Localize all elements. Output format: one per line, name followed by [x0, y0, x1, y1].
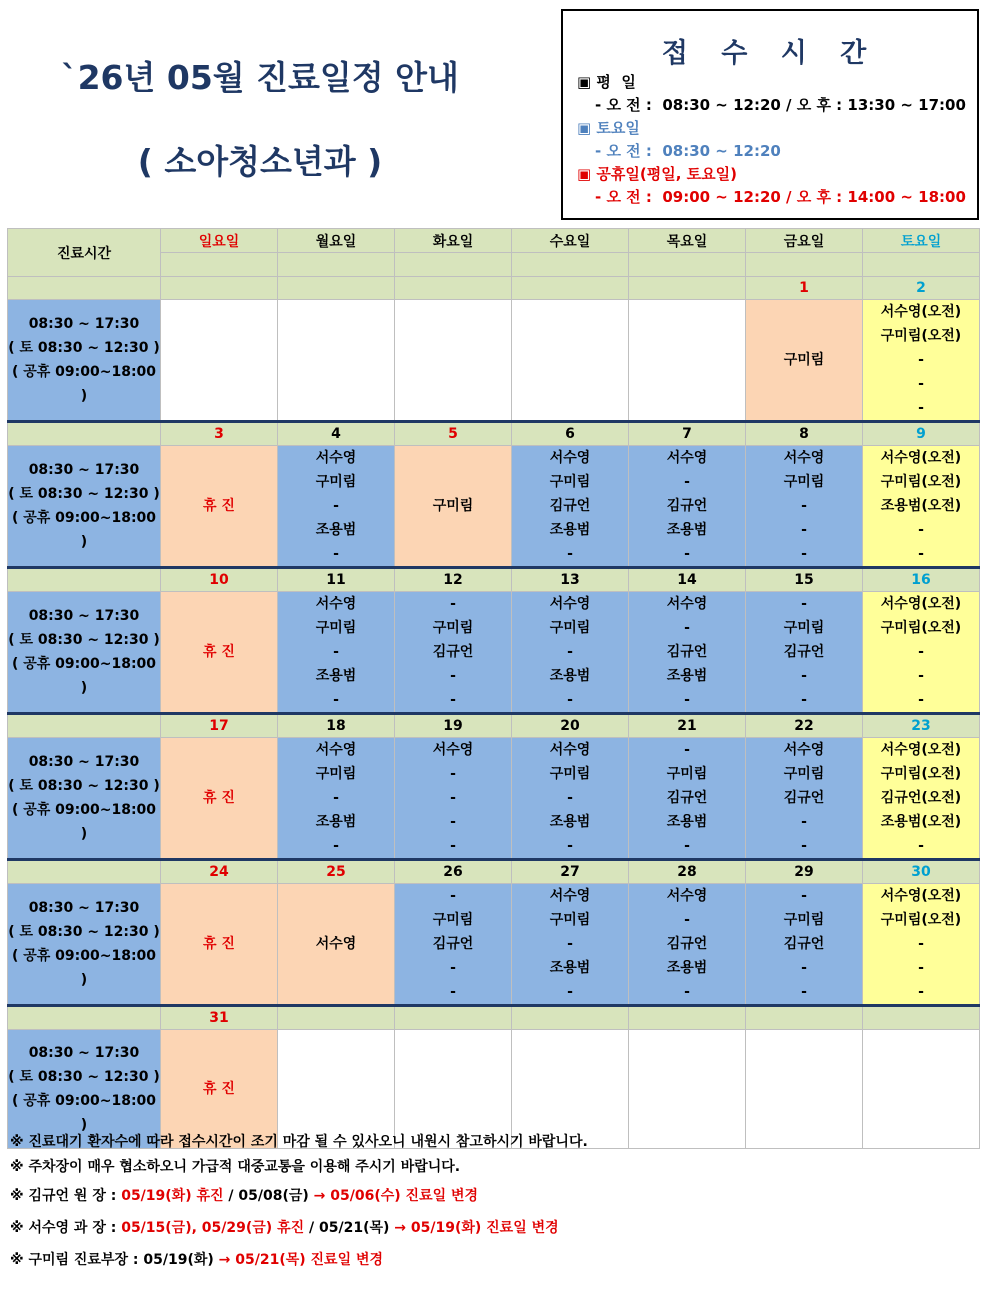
holiday-label: ▣ 공휴일(평일, 토요일): [577, 165, 737, 183]
doctor-cell: [395, 446, 512, 568]
doctor-name: 조용범: [549, 814, 591, 830]
doctor-name: 구미림: [783, 352, 825, 368]
doctor-name: -: [684, 546, 690, 562]
doctor-name: -: [450, 790, 456, 806]
note-segment: ※ 진료대기 환자수에 따라 접수시간이 조기 마감 될 수 있사오니 내원시 참고하시기 바랍니다.: [10, 1134, 588, 1150]
doctor-cell: [863, 884, 980, 1006]
doctor-cell: [863, 738, 980, 860]
doctor-cell: [512, 738, 629, 860]
doctor-name: 서수영: [549, 888, 591, 904]
hours-line: 08:30 ~ 17:30: [28, 316, 140, 332]
doctor-name: 조용범: [315, 814, 357, 830]
doctor-name: -: [567, 790, 573, 806]
doctor-name: 조용범: [549, 960, 591, 976]
doctor-cell: [512, 592, 629, 714]
doctor-name: 서수영: [315, 936, 357, 952]
doctor-name: 김규언: [549, 498, 591, 514]
blank-cell: [161, 253, 278, 277]
doctor-name: 구미림: [666, 766, 708, 782]
date-cell: 22: [746, 714, 863, 738]
doctor-cell: [278, 300, 395, 422]
doctor-name: 김규언: [432, 936, 474, 952]
doctor-name: 구미림: [783, 912, 825, 928]
doctor-name: 서수영: [666, 888, 708, 904]
note-segment: / 05/21(목): [309, 1220, 395, 1236]
doctor-name: -: [567, 692, 573, 708]
doctor-cell: [278, 884, 395, 1006]
doctor-name: -: [801, 838, 807, 854]
doctor-name: -: [801, 498, 807, 514]
doctor-cell: [512, 300, 629, 422]
holiday-hours: - 오 전 : 09:00 ~ 12:20 / 오 후 : 14:00 ~ 18:00: [595, 188, 966, 206]
corner-label: 진료시간: [8, 229, 161, 277]
week-date-row: [8, 1006, 980, 1030]
day-header day-5: 금요일: [746, 229, 863, 253]
department-title: ( 소아청소년과 ): [137, 142, 383, 181]
hours-line: ( 공휴 09:00~18:00 ): [11, 510, 157, 550]
doctor-cell: [746, 446, 863, 568]
hours-cell: [8, 592, 161, 714]
page-title: `26년 05월 진료일정 안내: [61, 58, 459, 97]
closed-label: 휴 진: [203, 498, 235, 514]
week-body-row: [8, 300, 980, 422]
doctor-name: -: [333, 838, 339, 854]
hours-line: ( 공휴 09:00~18:00 ): [11, 802, 157, 842]
doctor-name: -: [567, 546, 573, 562]
date-spacer: [8, 422, 161, 446]
doctor-name: -: [918, 668, 924, 684]
doctor-name: -: [684, 984, 690, 1000]
date-cell: 13: [512, 568, 629, 592]
doctor-name: -: [684, 912, 690, 928]
hours-line: ( 공휴 09:00~18:00 ): [11, 656, 157, 696]
date-cell: 9: [863, 422, 980, 446]
doctor-name: 서수영: [549, 742, 591, 758]
week-date-row: [8, 714, 980, 738]
doctor-name: 조용범: [666, 960, 708, 976]
date-cell: 28: [629, 860, 746, 884]
doctor-name: -: [801, 692, 807, 708]
doctor-name: 조용범: [549, 668, 591, 684]
doctor-name: -: [918, 546, 924, 562]
doctor-name: 김규언: [666, 790, 708, 806]
closed-label: 휴 진: [203, 790, 235, 806]
doctor-cell: [161, 300, 278, 422]
doctor-name: 조용범(오전): [880, 814, 962, 830]
doctor-name: -: [918, 376, 924, 392]
doctor-name: 조용범: [666, 814, 708, 830]
doctor-name: -: [918, 644, 924, 660]
doctor-cell: [629, 592, 746, 714]
doctor-name: -: [918, 692, 924, 708]
date-cell: [278, 277, 395, 300]
doctor-cell: [629, 1030, 746, 1149]
weekday-hours: - 오 전 : 08:30 ~ 12:20 / 오 후 : 13:30 ~ 17:00: [595, 96, 966, 114]
date-cell: 15: [746, 568, 863, 592]
doctor-name: 구미림: [549, 912, 591, 928]
date-cell: 29: [746, 860, 863, 884]
doctor-name: 구미림: [549, 474, 591, 490]
week-body-row: [8, 738, 980, 860]
doctor-cell: [629, 884, 746, 1006]
doctor-cell: [512, 884, 629, 1006]
hours-line: 08:30 ~ 17:30: [28, 754, 140, 770]
closed-label: 휴 진: [203, 1081, 235, 1097]
doctor-name: -: [450, 960, 456, 976]
doctor-cell: [746, 300, 863, 422]
doctor-name: -: [450, 984, 456, 1000]
date-cell: 25: [278, 860, 395, 884]
doctor-name: 구미림(오전): [880, 912, 962, 928]
hours-line: 08:30 ~ 17:30: [28, 1045, 140, 1061]
doctor-name: -: [567, 936, 573, 952]
date-cell: 7: [629, 422, 746, 446]
date-spacer: [8, 277, 161, 300]
doctor-name: -: [567, 984, 573, 1000]
doctor-name: -: [918, 400, 924, 416]
doctor-name: 김규언: [783, 936, 825, 952]
closed-label: 휴 진: [203, 936, 235, 952]
hours-line: ( 공휴 09:00~18:00 ): [11, 948, 157, 988]
doctor-name: -: [684, 474, 690, 490]
doctor-cell: [278, 592, 395, 714]
note-segment: → 05/21(목) 진료일 변경: [218, 1252, 384, 1268]
doctor-name: -: [918, 936, 924, 952]
doctor-name: 서수영: [315, 450, 357, 466]
doctor-name: -: [684, 742, 690, 758]
doctor-name: -: [918, 960, 924, 976]
doctor-cell: [395, 592, 512, 714]
hours-line: ( 토 08:30 ~ 12:30 ): [8, 924, 160, 940]
date-cell: 5: [395, 422, 512, 446]
date-cell: 24: [161, 860, 278, 884]
date-spacer: [8, 860, 161, 884]
doctor-name: 구미림: [432, 498, 474, 514]
doctor-name: 구미림: [432, 912, 474, 928]
doctor-name: 구미림: [783, 620, 825, 636]
day-header day-4: 목요일: [629, 229, 746, 253]
doctor-name: -: [801, 522, 807, 538]
hours-line: 08:30 ~ 17:30: [28, 462, 140, 478]
doctor-cell: [629, 446, 746, 568]
schedule-table: [7, 228, 980, 1149]
doctor-name: 김규언: [432, 644, 474, 660]
doctor-cell: [746, 884, 863, 1006]
date-cell: [629, 1006, 746, 1030]
doctor-name: -: [450, 766, 456, 782]
date-cell: 17: [161, 714, 278, 738]
note-segment: ※ 김규언 원 장 :: [10, 1188, 122, 1204]
reception-hours-box: [561, 9, 979, 220]
doctor-name: 서수영: [783, 742, 825, 758]
date-cell: [629, 277, 746, 300]
note-segment: ※ 주차장이 매우 협소하오니 가급적 대중교통을 이용해 주시기 바랍니다.: [10, 1159, 461, 1175]
doctor-name: 조용범(오전): [880, 498, 962, 514]
doctor-cell: [629, 300, 746, 422]
doctor-cell: [863, 446, 980, 568]
hours-line: ( 토 08:30 ~ 12:30 ): [8, 340, 160, 356]
note-line: [10, 1244, 588, 1276]
doctor-name: 구미림: [315, 766, 357, 782]
doctor-name: -: [567, 838, 573, 854]
date-cell: [161, 277, 278, 300]
doctor-name: 구미림: [315, 474, 357, 490]
doctor-name: -: [333, 498, 339, 514]
day-header day-2: 화요일: [395, 229, 512, 253]
date-cell: 6: [512, 422, 629, 446]
doctor-cell: [161, 884, 278, 1006]
doctor-name: 구미림: [432, 620, 474, 636]
hours-line: ( 토 08:30 ~ 12:30 ): [8, 486, 160, 502]
date-cell: 21: [629, 714, 746, 738]
doctor-name: -: [450, 692, 456, 708]
date-cell: 8: [746, 422, 863, 446]
doctor-name: 서수영(오전): [880, 596, 962, 612]
doctor-name: 서수영(오전): [880, 742, 962, 758]
week-date-row: [8, 568, 980, 592]
doctor-name: 서수영: [549, 596, 591, 612]
doctor-cell: [161, 446, 278, 568]
doctor-name: 김규언(오전): [880, 790, 962, 806]
doctor-name: 서수영(오전): [880, 888, 962, 904]
doctor-name: 서수영: [315, 596, 357, 612]
doctor-name: 김규언: [666, 498, 708, 514]
doctor-name: 구미림: [783, 474, 825, 490]
date-cell: [512, 277, 629, 300]
date-spacer: [8, 714, 161, 738]
hours-line: ( 토 08:30 ~ 12:30 ): [8, 1069, 160, 1085]
date-cell: 3: [161, 422, 278, 446]
doctor-name: -: [918, 838, 924, 854]
doctor-cell: [512, 446, 629, 568]
date-cell: 30: [863, 860, 980, 884]
note-line: [10, 1212, 588, 1244]
doctor-name: -: [333, 644, 339, 660]
doctor-name: 서수영: [783, 450, 825, 466]
doctor-cell: [395, 300, 512, 422]
doctor-name: -: [801, 984, 807, 1000]
doctor-name: 조용범: [315, 522, 357, 538]
doctor-name: -: [918, 984, 924, 1000]
doctor-name: 조용범: [666, 668, 708, 684]
reception-heading: 접 수 시 간: [661, 38, 879, 69]
doctor-name: 김규언: [666, 936, 708, 952]
doctor-cell: [863, 1030, 980, 1149]
date-cell: 4: [278, 422, 395, 446]
doctor-cell: [278, 446, 395, 568]
doctor-name: -: [333, 790, 339, 806]
doctor-cell: [395, 884, 512, 1006]
doctor-name: -: [918, 352, 924, 368]
doctor-cell: [746, 592, 863, 714]
closed-label: 휴 진: [203, 644, 235, 660]
doctor-name: -: [801, 546, 807, 562]
doctor-name: 서수영: [666, 450, 708, 466]
note-segment: 05/15(금), 05/29(금) 휴진: [121, 1220, 309, 1236]
doctor-name: 조용범: [549, 522, 591, 538]
hours-line: ( 토 08:30 ~ 12:30 ): [8, 632, 160, 648]
week-date-row: [8, 860, 980, 884]
doctor-name: 김규언: [783, 644, 825, 660]
blank-cell: [512, 253, 629, 277]
date-cell: 19: [395, 714, 512, 738]
doctor-name: 서수영: [315, 742, 357, 758]
day-header day-1: 월요일: [278, 229, 395, 253]
doctor-name: 서수영(오전): [880, 450, 962, 466]
blank-cell: [278, 253, 395, 277]
date-cell: 26: [395, 860, 512, 884]
note-line: [10, 1180, 588, 1212]
doctor-name: 조용범: [315, 668, 357, 684]
notes: [10, 1130, 588, 1276]
doctor-name: -: [450, 814, 456, 830]
date-cell: 11: [278, 568, 395, 592]
doctor-cell: [746, 738, 863, 860]
weekday-label: ▣ 평 일: [577, 73, 636, 91]
date-cell: [746, 1006, 863, 1030]
hours-line: ( 토 08:30 ~ 12:30 ): [8, 778, 160, 794]
date-cell: [278, 1006, 395, 1030]
doctor-name: 구미림(오전): [880, 328, 962, 344]
day-header day-6: 토요일: [863, 229, 980, 253]
hours-cell: [8, 738, 161, 860]
day-header day-3: 수요일: [512, 229, 629, 253]
date-spacer: [8, 568, 161, 592]
blank-cell: [395, 253, 512, 277]
doctor-name: 구미림(오전): [880, 766, 962, 782]
hours-cell: [8, 884, 161, 1006]
hours-cell: [8, 446, 161, 568]
saturday-hours: - 오 전 : 08:30 ~ 12:20: [595, 142, 781, 160]
doctor-name: -: [333, 692, 339, 708]
date-cell: 16: [863, 568, 980, 592]
date-cell: [863, 1006, 980, 1030]
doctor-name: -: [801, 596, 807, 612]
day-header day-0: 일요일: [161, 229, 278, 253]
week-body-row: [8, 884, 980, 1006]
note-segment: → 05/19(화) 진료일 변경: [394, 1220, 559, 1236]
doctor-name: -: [801, 668, 807, 684]
saturday-label: ▣ 토요일: [577, 119, 640, 137]
hours-cell: [8, 300, 161, 422]
date-cell: 1: [746, 277, 863, 300]
week-body-row: [8, 592, 980, 714]
doctor-name: 서수영: [549, 450, 591, 466]
doctor-name: 구미림: [315, 620, 357, 636]
doctor-name: 구미림(오전): [880, 620, 962, 636]
doctor-name: 김규언: [666, 644, 708, 660]
date-cell: [395, 1006, 512, 1030]
note-segment: → 05/06(수) 진료일 변경: [313, 1188, 479, 1204]
doctor-name: -: [684, 692, 690, 708]
doctor-name: 구미림: [549, 766, 591, 782]
hours-line: 08:30 ~ 17:30: [28, 900, 140, 916]
day-header-row: [8, 229, 980, 253]
doctor-cell: [161, 592, 278, 714]
note-segment: ※ 서수영 과 장 :: [10, 1220, 122, 1236]
date-cell: 2: [863, 277, 980, 300]
doctor-cell: [278, 738, 395, 860]
date-cell: 27: [512, 860, 629, 884]
date-cell: 14: [629, 568, 746, 592]
week-date-row: [8, 277, 980, 300]
doctor-cell: [746, 1030, 863, 1149]
date-cell: [395, 277, 512, 300]
date-cell: 31: [161, 1006, 278, 1030]
doctor-name: -: [450, 888, 456, 904]
doctor-name: 구미림(오전): [880, 474, 962, 490]
hours-line: 08:30 ~ 17:30: [28, 608, 140, 624]
note-segment: ※ 구미림 진료부장 : 05/19(화): [10, 1252, 219, 1268]
hours-line: ( 공휴 09:00~18:00 ): [11, 1093, 157, 1133]
doctor-name: 서수영: [432, 742, 474, 758]
date-cell: 18: [278, 714, 395, 738]
doctor-name: 구미림: [783, 766, 825, 782]
note-segment: / 05/08(금): [228, 1188, 314, 1204]
date-cell: [512, 1006, 629, 1030]
date-spacer: [8, 1006, 161, 1030]
doctor-name: 서수영: [666, 596, 708, 612]
doctor-name: 김규언: [783, 790, 825, 806]
date-cell: 12: [395, 568, 512, 592]
doctor-name: -: [333, 546, 339, 562]
doctor-cell: [863, 592, 980, 714]
doctor-cell: [863, 300, 980, 422]
hours-line: ( 공휴 09:00~18:00 ): [11, 364, 157, 404]
date-cell: 10: [161, 568, 278, 592]
blank-cell: [863, 253, 980, 277]
doctor-cell: [161, 738, 278, 860]
doctor-name: 구미림: [549, 620, 591, 636]
week-date-row: [8, 422, 980, 446]
doctor-name: -: [918, 522, 924, 538]
doctor-name: -: [801, 888, 807, 904]
doctor-name: -: [801, 814, 807, 830]
week-body-row: [8, 446, 980, 568]
date-cell: 20: [512, 714, 629, 738]
doctor-name: 조용범: [666, 522, 708, 538]
doctor-name: 서수영(오전): [880, 304, 962, 320]
blank-cell: [629, 253, 746, 277]
date-cell: 23: [863, 714, 980, 738]
doctor-name: -: [567, 644, 573, 660]
doctor-name: -: [801, 960, 807, 976]
doctor-name: -: [450, 596, 456, 612]
doctor-name: -: [684, 620, 690, 636]
note-line: [10, 1130, 588, 1155]
doctor-name: -: [684, 838, 690, 854]
doctor-name: -: [450, 668, 456, 684]
doctor-name: -: [450, 838, 456, 854]
note-segment: 05/19(화) 휴진: [121, 1188, 229, 1204]
blank-cell: [746, 253, 863, 277]
note-line: [10, 1155, 588, 1180]
doctor-cell: [395, 738, 512, 860]
doctor-cell: [629, 738, 746, 860]
